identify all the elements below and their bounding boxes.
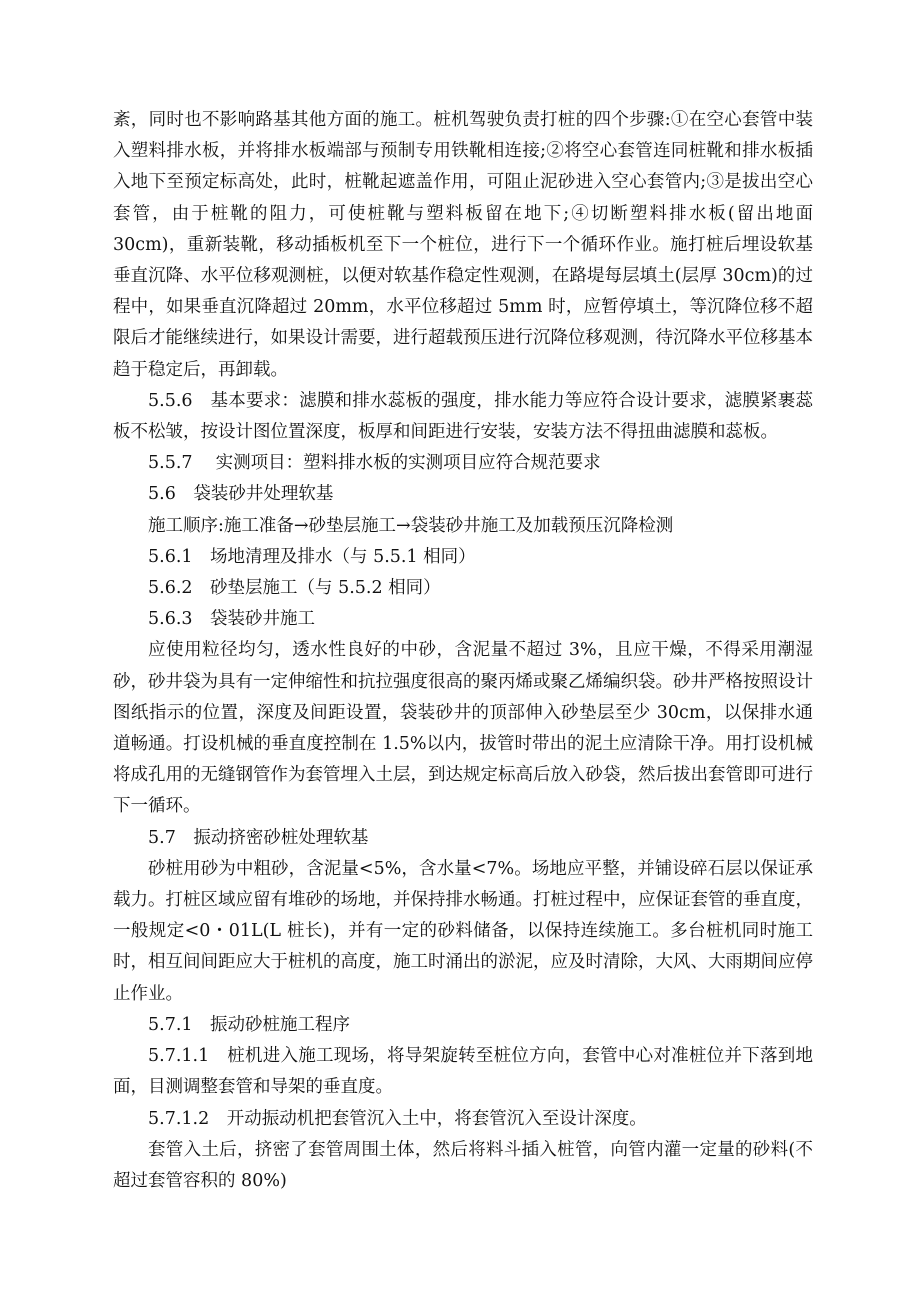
paragraph-construction-sequence: 施工顺序:施工准备→砂垫层施工→袋装砂井施工及加载预压沉降检测 [148, 515, 674, 536]
paragraph-5-7-1-1: 5.7.1.1 桩机进入施工现场，将导架旋转至桩位方向，套管中心对准桩位并下落到地面，目测调整套管和导架的垂直度。 [113, 1046, 813, 1098]
document-body [113, 105, 813, 1197]
paragraph-5-5-6: 5.5.6 基本要求：滤膜和排水蕊板的强度，排水能力等应符合设计要求，滤膜紧裹蕊板不松皱，按设计图位置深度，板厚和间距进行安装，安装方法不得扭曲滤膜和蕊板。 [113, 390, 813, 443]
paragraph-sand-pile: 砂桩用砂为中粗砂，含泥量<5%，含水量<7%。场地应平整，并铺设碎石层以保证承载力。打桩区域应留有堆砂的场地，并保持排水畅通。打桩过程中，应保证套管的垂直度，一般规定<0・01L(L 桩长)，并有一定的砂料储备，以保持连续施工。多台桩机同时施工时，相互间间距应大于桩机的高度，施工时涌出的淤泥，应及时清除，大风、大雨期间应停止作业。 [113, 858, 813, 1004]
paragraph-casing-fill: 套管入土后，挤密了套管周围土体，然后将料斗插入桩管，向管内灌一定量的砂料(不超过套管容积的 80%) [113, 1139, 813, 1191]
heading-5-6-3: 5.6.3 袋装砂井施工 [148, 609, 316, 630]
heading-5-6-1: 5.6.1 场地清理及排水（与 5.5.1 相同） [148, 546, 476, 567]
heading-5-7-1: 5.7.1 振动砂桩施工程序 [148, 1014, 351, 1035]
heading-5-7: 5.7 振动挤密砂桩处理软基 [148, 827, 369, 848]
paragraph-5-7-1-2: 5.7.1.2 开动振动机把套管沉入土中，将套管沉入至设计深度。 [148, 1108, 647, 1129]
paragraph-continuation: 紊，同时也不影响路基其他方面的施工。桩机驾驶负责打桩的四个步骤:①在空心套管中装入塑料排水板，并将排水板端部与预制专用铁靴相连接;②将空心套管连同桩靴和排水板插入地下至预定标高处，此时，桩靴起遮盖作用，可阻止泥砂进入空心套管内;③是拔出空心套管，由于桩靴的阻力，可使桩靴与塑料板留在地下;④切断塑料排水板(留出地面 30cm)，重新装靴，移动插板机至下一个桩位，进行下一个循环作业。施打桩后埋设软基垂直沉降、水平位移观测桩，以便对软基作稳定性观测，在路堤每层填土(层厚 30cm)的过程中，如果垂直沉降超过 20mm，水平位移超过 5mm 时，应暂停填土，等沉降位移不超限后才能继续进行，如果设计需要，进行超载预压进行沉降位移观测，待沉降水平位移基本趋于稳定后，再卸载。 [113, 110, 813, 380]
paragraph-sand-well: 应使用粒径均匀，透水性良好的中砂，含泥量不超过 3%，且应干燥，不得采用潮湿砂，砂井袋为具有一定伸缩性和抗拉强度很高的聚丙烯或聚乙烯编织袋。砂井严格按照设计图纸指示的位置，深度及间距设置，袋装砂井的顶部伸入砂垫层至少 30cm，以保排水通道畅通。打设机械的垂直度控制在 1.5%以内，拔管时带出的泥土应清除干净。用打设机械将成孔用的无缝钢管作为套管埋入土层，到达规定标高后放入砂袋，然后拔出套管即可进行下一循环。 [113, 640, 813, 817]
paragraph-5-5-7: 5.5.7 实测项目：塑料排水板的实测项目应符合规范要求 [148, 453, 601, 474]
heading-5-6-2: 5.6.2 砂垫层施工（与 5.5.2 相同） [148, 578, 441, 599]
heading-5-6: 5.6 袋装砂井处理软基 [148, 484, 334, 505]
